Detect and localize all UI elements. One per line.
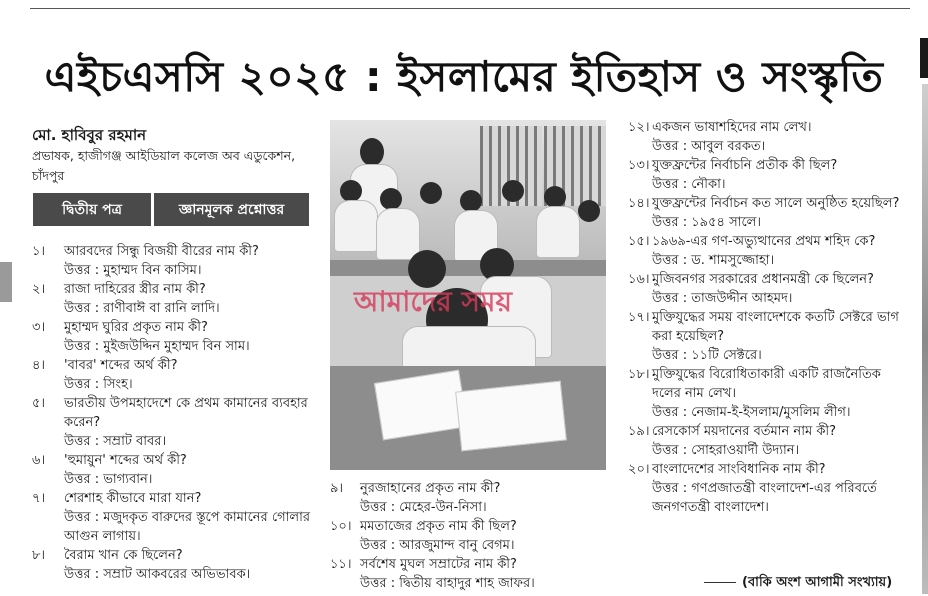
qa-question: সর্বশেষ মুঘল সম্রাটের নাম কী? [360,557,517,572]
qa-number: ১০। [330,519,352,534]
qa-question: যুক্তফ্রন্টের নির্বাচনি প্রতীক কী ছিল? [652,158,838,173]
qa-question: ১৯৬৯-এর গণ-অভ্যুত্থানের প্রথম শহিদ কে? [652,234,876,249]
qa-number: ২। [32,282,46,297]
qa-item [32,280,310,299]
qa-answer: উত্তর : মজুদকৃত বারুদের স্তূপে কামানের গোলার আগুন লাগায়। [64,510,311,544]
qa-answer: উত্তর : ১১টি সেক্টরে। [652,348,762,363]
qa-number: ১১। [330,557,352,572]
qa-answer: উত্তর : ভাগ্যবান। [64,472,153,487]
top-strip [0,0,928,9]
author-name: মো. হাবিবুর রহমান [32,126,147,144]
qa-question: ভারতীয় উপমহাদেশে কে প্রথম কামানের ব্যবহার করেন? [64,396,308,430]
qa-question: মুক্তিযুদ্ধের সময় বাংলাদেশকে কতটি সেক্টরে ভাগ করা হয়েছিল? [652,310,899,344]
continued-text: (বাকি অংশ আগামী সংখ্যায়) [742,575,893,590]
qa-number: ৩। [32,320,46,335]
tab-second-paper: দ্বিতীয় পত্র [33,193,151,226]
qa-item [628,308,900,346]
qa-item [628,460,900,479]
qa-answer: উত্তর : ড. শামসুজ্জোহা। [652,253,775,268]
continued-note [704,573,892,594]
qa-item [628,422,900,441]
qa-item [330,555,608,574]
qa-number: ৭। [32,491,46,506]
qa-column-left [32,242,310,584]
qa-number: ১৬। [628,272,650,287]
qa-question: আরবদের সিন্ধু বিজয়ী বীরের নাম কী? [64,244,259,259]
qa-question: মুজিবনগর সরকারের প্রধানমন্ত্রী কে ছিলেন? [652,272,874,287]
right-edge-photo [922,84,928,594]
qa-item [32,489,310,508]
qa-item [628,194,900,213]
qa-item [32,546,310,565]
qa-answer: উত্তর : সিংহ। [64,377,133,392]
qa-number: ১৩। [628,158,650,173]
qa-answer: উত্তর : মেহের-উন-নিসা। [360,500,487,515]
qa-number: ১৫। [628,234,650,249]
qa-item [628,365,900,403]
qa-item [628,118,900,137]
qa-answer: উত্তর : মুহাম্মদ বিন কাসিম। [64,263,202,278]
qa-question: মুক্তিযুদ্ধের বিরোধিতাকারী একটি রাজনৈতিক দলের নাম লেখ। [652,367,881,401]
author-block [32,124,322,186]
qa-number: ১৯। [628,424,650,439]
qa-answer: উত্তর : সোহরাওয়ার্দী উদ্যান। [652,443,800,458]
qa-column-right [628,118,900,517]
page-title: এইচএসসি ২০২৫ : ইসলামের ইতিহাস ও সংস্কৃতি [44,52,884,101]
qa-number: ১। [32,244,46,259]
qa-question: যুক্তফ্রন্টের নির্বাচন কত সালে অনুষ্ঠিত হয়েছিল? [652,196,900,211]
qa-number: ১৪। [628,196,650,211]
qa-item [330,517,608,536]
qa-number: ১৮। [628,367,650,382]
right-edge-bar [920,38,928,78]
qa-item [628,156,900,175]
qa-number: ৯। [330,481,344,496]
qa-answer: উত্তর : সম্রাট আকবরের অভিভাবক। [64,567,251,582]
photo-watermark: আমাদের সময় [354,285,512,318]
qa-item [330,479,608,498]
qa-answer: উত্তর : রাণীবাঈ বা রানি লাদি। [64,301,220,316]
qa-number: ৪। [32,358,46,373]
qa-answer: উত্তর : সম্রাট বাবর। [64,434,167,449]
qa-question: বৈরাম খান কে ছিলেন? [64,548,183,563]
qa-answer: উত্তর : দ্বিতীয় বাহাদুর শাহ জাফর। [360,576,535,591]
qa-item [32,242,310,261]
section-tabs [33,193,309,226]
qa-answer: উত্তর : আরজুমান্দ বানু বেগম। [360,538,515,553]
qa-item [32,318,310,337]
qa-question: নুরজাহানের প্রকৃত নাম কী? [360,481,501,496]
qa-question: একজন ভাষাশহিদের নাম লেখ। [652,120,812,135]
tab-knowledge-qa: জ্ঞানমূলক প্রশ্নোত্তর [154,193,309,226]
qa-number: ৫। [32,396,46,411]
qa-number: ৮। [32,548,46,563]
qa-answer: উত্তর : তাজউদ্দীন আহমদ। [652,291,793,306]
qa-item [32,356,310,375]
qa-item [32,451,310,470]
qa-answer: উত্তর : নেজাম-ই-ইসলাম/মুসলিম লীগ। [652,405,851,420]
qa-item [32,394,310,432]
qa-answer: উত্তর : নৌকা। [652,177,726,192]
qa-question: 'বাবর' শব্দের অর্থ কী? [64,358,178,373]
qa-number: ৬। [32,453,46,468]
qa-question: মমতাজের প্রকৃত নাম কী ছিল? [360,519,517,534]
exam-hall-photo [330,120,606,470]
qa-question: 'হুমায়ুন' শব্দের অর্থ কী? [64,453,187,468]
author-designation: প্রভাষক, হাজীগঞ্জ আইডিয়াল কলেজ অব এডুকেশন, চাঁদপুর [32,148,296,183]
qa-item [628,232,900,251]
qa-answer: উত্তর : মুইজউদ্দিন মুহাম্মদ বিন সাম। [64,339,250,354]
qa-item [628,270,900,289]
qa-answer: উত্তর : ১৯৫৪ সালে। [652,215,762,230]
qa-question: রাজা দাহিরের স্ত্রীর নাম কী? [64,282,206,297]
qa-question: শেরশাহ কীভাবে মারা যান? [64,491,202,506]
qa-question: রেসকোর্স ময়দানের বর্তমান নাম কী? [652,424,837,439]
qa-question: মুহাম্মদ ঘুরির প্রকৃত নাম কী? [64,320,208,335]
qa-number: ২০। [628,462,650,477]
qa-answer: উত্তর : গণপ্রজাতন্ত্রী বাংলাদেশ-এর পরিবর্তে জনগণতন্ত্রী বাংলাদেশ। [652,481,877,515]
qa-answer: উত্তর : আবুল বরকত। [652,139,766,154]
qa-question: বাংলাদেশের সাংবিধানিক নাম কী? [652,462,826,477]
left-edge-bar [0,262,12,302]
qa-number: ১৭। [628,310,650,325]
qa-number: ১২। [628,120,650,135]
qa-column-middle [330,479,608,593]
